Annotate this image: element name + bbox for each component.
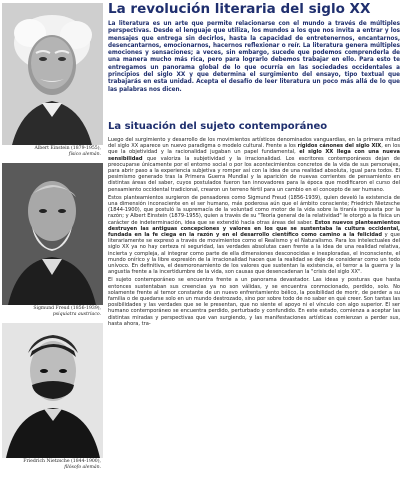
text-run: , en los que la objetividad y la racionalidad jugaban un papel fundamental,	[108, 143, 401, 156]
freud-photo	[2, 163, 103, 305]
nietzsche-photo	[2, 323, 103, 458]
portrait-sidebar	[0, 0, 106, 480]
bold-text-run: el siglo XX llega con una nueva sensibilidad	[108, 149, 400, 162]
section-title: La situación del sujeto contemporáneo	[108, 121, 328, 132]
body-paragraph	[108, 277, 400, 327]
freud-portrait	[2, 163, 103, 317]
body-paragraph	[108, 137, 400, 193]
caption-role: filósofo alemán.	[64, 464, 101, 470]
nietzsche-portrait	[2, 323, 103, 470]
caption-name: Sigmund Freud (1856-1939),	[33, 306, 101, 311]
intro-paragraph: La literatura es un arte que permite relacionarse con el mundo a través de múltiples perspectivas. Desde el lenguaje que utiliza, los mundos a los que nos invita a entrar y los mensajes que entrega sin decirlos, hasta la capacidad de entretenernos, encantarnos, desencantarnos, emocionarnos, hacernos reflexionar o reír. La literatura genera múltiples emociones y sensaciones; a veces, sin embargo, sucede que podemos comprenderla de una manera mucho más rica, pero para lograrlo debemos trabajar en ello. Para esto te entregamos un panorama global de lo que ocurría en las sociedades occidentales a principios del siglo XX y que determina el surgimiento del ensayo, tipo textual que trabajarás en esta unidad. Acepta el desafío de leer literatura un poco más allá de lo que las palabras nos dicen.	[108, 21, 400, 93]
nietzsche-caption	[2, 459, 103, 470]
einstein-photo	[2, 3, 103, 145]
body-paragraph	[108, 195, 400, 276]
caption-name: Friedrich Nietzsche (1844-1900),	[23, 459, 101, 464]
einstein-portrait	[2, 3, 103, 157]
text-run: que valoriza la subjetividad y la irracionalidad. Los escritores contemporáneos dejan de preocuparse únicamente por el entorno social o por los acontecimientos concretos de la vida de sus personajes, para abrir paso a la experiencia subjetiva y romper así con la idea de una realidad absoluta, igual para todos. El pesimismo generado tras la Primera Guerra Mundial y la aparición de nuevas corrientes de pensamiento en distintas áreas del saber, cuyos postulados fueron tan innovadores para la época que modificaron el curso del pensamiento occidental tradicional, crearon un terreno fértil para un cambio en el concepto de ser humano.	[108, 155, 400, 193]
text-run: Estos planteamientos surgieron de pensadores como Sigmund Freud (1856-1939), quien develó la existencia de una dimensión inconsciente en el ser humano, más poderosa aún que el ámbito consciente; Friedrich Nietzsche (1844-1900), que postuló la supremacía de la voluntad como motor de la vida sobre la tiranía impuesta por la razón; y Albert Einstein (1879-1955), quien a través de su "Teoría general de la relatividad" le otorgó a la física un carácter de indeterminación, idea que se extendió hacia otras áreas del saber.	[108, 194, 400, 226]
caption-name: Albert Einstein (1879-1955),	[34, 146, 101, 151]
text-run: El sujeto contemporáneo se encuentra frente a un panorama devastador. Las ideas y posturas que hasta entonces sustentaban sus creencias ya no son válidas, y se encuentra conmocionado, perdido, solo. No solamente frente al temor constante de un nuevo enfrentamiento bélico, la posibilidad de morir, de perder a su familia o de quedarse solo en un mundo destrozado, sino por sobre todo de no saber en qué creer. Son tantas las posibilidades y las verdades que se le presentan, que no siente el apoyo ni el vínculo con algo superior. El ser humano contemporáneo se encuentra perdido, perturbado y confundido. En este estado, comienza a aceptar las distintas miradas y perspectivas que van surgiendo, y las manifestaciones artísticas comienzan a perder sus, hasta ahora, tra-	[108, 277, 400, 327]
caption-role: físico alemán.	[68, 151, 101, 157]
text-run: y que literariamente se expresó a través de movimientos como el Realismo y el Naturalismo. Para los intelectuales del siglo XX ya no hay certeza ni seguridad, las verdades absolutas caen frente a la idea de una realidad relativa, incierta y compleja, al integrar como parte de ella dimensiones desconocidas e inexploradas, el inconsciente, el mundo onírico y la libre expresión de la irracionalidad hacen que la realidad se deje de considerar como un todo unívoco. En definitiva, el desmoronamiento de los valores que sustentan la existencia, el terror a la guerra y la angustia frente a la incertidumbre de la vida, son causas que desencadenan la "crisis del siglo XX".	[108, 232, 400, 276]
page-title: La revolución literaria del siglo XX	[108, 1, 371, 17]
freud-caption	[2, 306, 103, 317]
text-run: Luego del surgimiento y desarrollo de los movimientos artísticos denominados vanguardias, en la primera mitad del siglo XX aparece un nuevo paradigma o modelo cultural. Frente a los	[108, 137, 400, 150]
bold-text-run: rígidos cánones del siglo XIX	[297, 143, 382, 150]
einstein-caption	[2, 146, 103, 157]
article-body	[108, 137, 400, 329]
bold-text-run: Estos nuevos planteamientos destruyen las antiguas concepciones y valores en los que se sustentaba la cultura occidental, fundada en la fe ciega en la razón y en el desarrollo científico como camino a la felicidad	[108, 219, 401, 239]
caption-role: psiquiatra austriaco.	[52, 311, 101, 317]
